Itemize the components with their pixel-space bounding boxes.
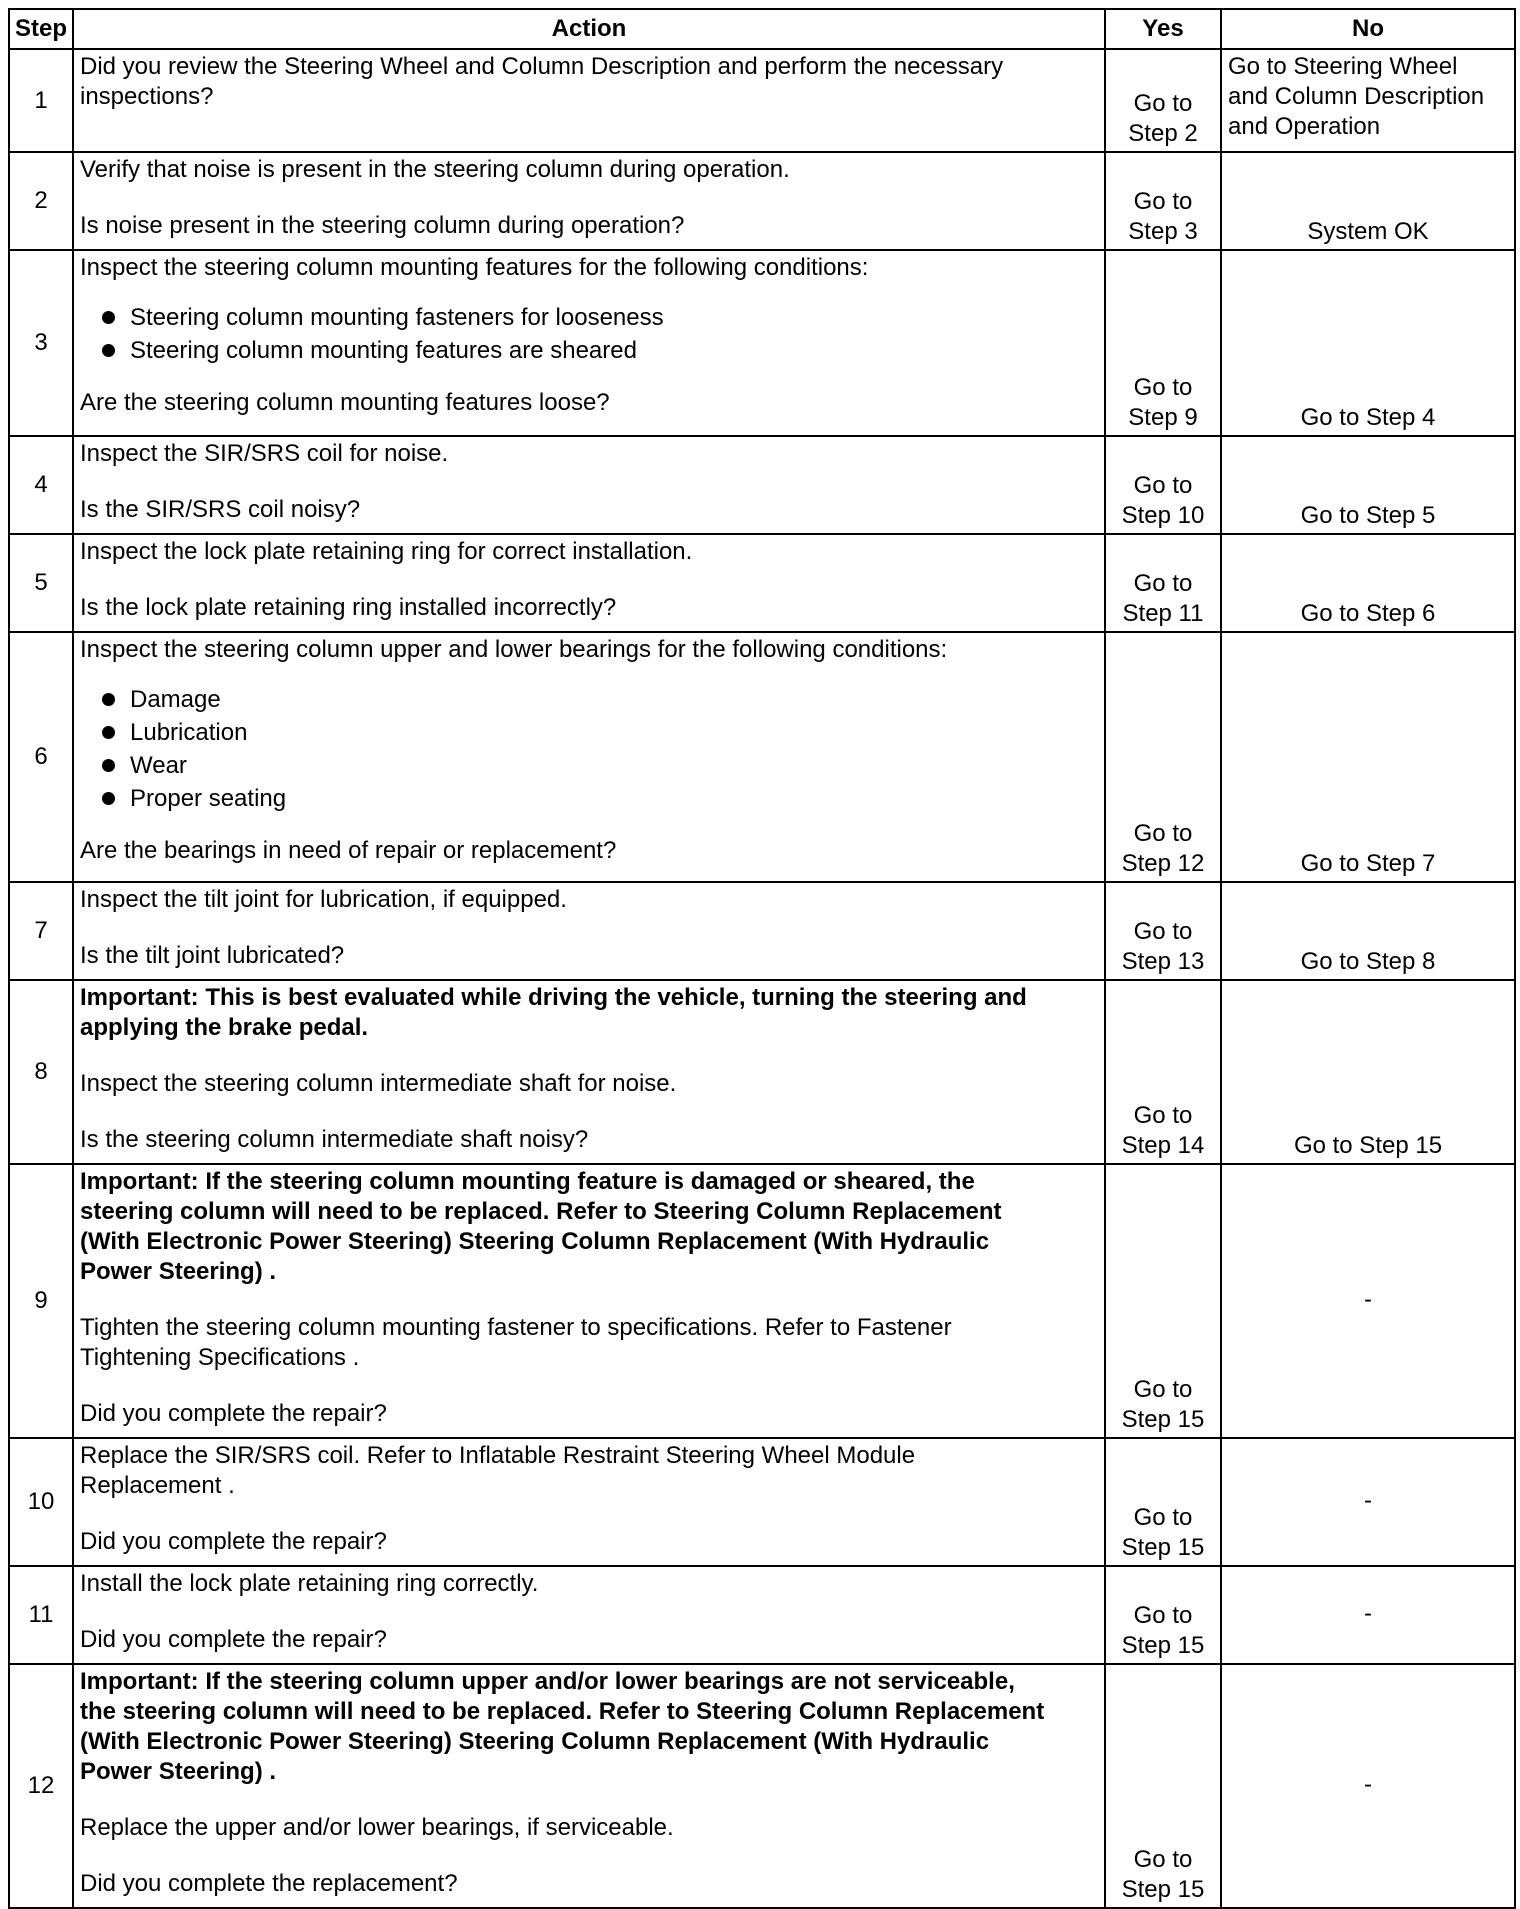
action-text: Verify that noise is present in the steering column during operation. <box>80 156 790 183</box>
yes-text: Step 3 <box>1128 218 1198 245</box>
action-cell <box>73 436 1105 534</box>
yes-column-header: Yes <box>1105 9 1221 49</box>
yes-text: Go to <box>1133 1602 1193 1629</box>
action-text: Tighten the steering column mounting fastener to specifications. Refer to Fastener <box>80 1314 952 1341</box>
no-cell <box>1221 980 1515 1164</box>
action-cell <box>73 632 1105 882</box>
important-note: applying the brake pedal. <box>80 1014 369 1041</box>
yes-text: Step 15 <box>1121 1632 1205 1659</box>
action-column-header: Action <box>73 9 1105 49</box>
no-cell <box>1221 436 1515 534</box>
bullet-icon <box>102 759 115 772</box>
table-row-step-10 <box>9 1438 1515 1566</box>
action-cell <box>73 152 1105 250</box>
action-cell <box>73 980 1105 1164</box>
important-note: the steering column will need to be replaced. Refer to Steering Column Replacement <box>80 1698 1045 1725</box>
action-question: Are the steering column mounting features loose? <box>80 389 610 416</box>
yes-cell <box>1105 632 1221 882</box>
action-question: Are the bearings in need of repair or replacement? <box>80 837 617 864</box>
no-text: - <box>1364 1487 1372 1514</box>
no-text: - <box>1364 1286 1372 1313</box>
list-item: Damage <box>98 683 1098 716</box>
no-text: and Operation <box>1228 113 1381 140</box>
bullet-icon <box>102 311 115 324</box>
step-column-header: Step <box>9 9 73 49</box>
table-row-step-8 <box>9 980 1515 1164</box>
action-text: Inspect the lock plate retaining ring for correct installation. <box>80 538 693 565</box>
table-row-step-12 <box>9 1664 1515 1908</box>
no-text: Go to Step 4 <box>1300 404 1436 431</box>
step-number: 9 <box>9 1164 73 1438</box>
no-cell <box>1221 1566 1515 1664</box>
yes-text: Go to <box>1133 820 1193 847</box>
yes-text: Go to <box>1133 1504 1193 1531</box>
action-text: Inspect the steering column mounting features for the following conditions: <box>80 254 869 281</box>
important-note: (With Electronic Power Steering) Steering Column Replacement (With Hydraulic <box>80 1228 990 1255</box>
action-text: Inspect the steering column intermediate shaft for noise. <box>80 1070 677 1097</box>
no-text: - <box>1364 1600 1372 1627</box>
action-text: Inspect the steering column upper and lower bearings for the following conditions: <box>80 636 948 663</box>
no-text: Go to Step 8 <box>1300 948 1436 975</box>
action-cell <box>73 250 1105 436</box>
important-note: Important: If the steering column mounting feature is damaged or sheared, the <box>80 1168 975 1195</box>
yes-cell <box>1105 1664 1221 1908</box>
table-row-step-2 <box>9 152 1515 250</box>
action-question: Did you complete the repair? <box>80 1528 387 1555</box>
yes-text: Go to <box>1133 472 1193 499</box>
yes-text: Step 11 <box>1122 600 1204 627</box>
action-text: Install the lock plate retaining ring correctly. <box>80 1570 539 1597</box>
action-question: Did you complete the repair? <box>80 1626 387 1653</box>
yes-text: Go to <box>1133 570 1193 597</box>
yes-cell <box>1105 534 1221 632</box>
diagnostic-table-sheet <box>8 8 1514 1909</box>
no-text: - <box>1364 1771 1372 1798</box>
yes-text: Step 9 <box>1128 404 1198 431</box>
action-question: Did you complete the repair? <box>80 1400 387 1427</box>
yes-cell <box>1105 1164 1221 1438</box>
no-cell <box>1221 152 1515 250</box>
bullet-icon <box>102 726 115 739</box>
action-text: Tightening Specifications . <box>80 1344 360 1371</box>
step-number: 10 <box>9 1438 73 1566</box>
action-text: inspections? <box>80 83 214 110</box>
step-number: 1 <box>9 49 73 152</box>
yes-text: Go to <box>1133 90 1193 117</box>
action-question: Is the SIR/SRS coil noisy? <box>80 496 361 523</box>
table-row-step-4 <box>9 436 1515 534</box>
no-cell <box>1221 1438 1515 1566</box>
important-note: Power Steering) . <box>80 1258 277 1285</box>
action-text: Did you review the Steering Wheel and Column Description and perform the necessary <box>80 53 1004 80</box>
step-number: 3 <box>9 250 73 436</box>
condition-list <box>80 301 1098 367</box>
action-question: Is the tilt joint lubricated? <box>80 942 345 969</box>
list-item: Steering column mounting features are sheared <box>98 334 1098 367</box>
list-item: Proper seating <box>98 782 1098 815</box>
yes-text: Step 15 <box>1121 1534 1205 1561</box>
table-row-step-3 <box>9 250 1515 436</box>
important-note: steering column will need to be replaced. Refer to Steering Column Replacement <box>80 1198 1002 1225</box>
action-cell <box>73 1566 1105 1664</box>
yes-text: Go to <box>1133 918 1193 945</box>
no-text: Go to Steering Wheel <box>1228 53 1458 80</box>
no-column-header: No <box>1221 9 1515 49</box>
diagnostic-table <box>8 8 1516 1909</box>
table-row-step-11 <box>9 1566 1515 1664</box>
no-cell <box>1221 534 1515 632</box>
condition-list <box>80 683 1098 815</box>
step-number: 11 <box>9 1566 73 1664</box>
step-number: 12 <box>9 1664 73 1908</box>
yes-text: Go to <box>1133 188 1193 215</box>
action-text: Replacement . <box>80 1472 235 1499</box>
step-number: 4 <box>9 436 73 534</box>
important-note: Important: This is best evaluated while driving the vehicle, turning the steering and <box>80 984 1027 1011</box>
action-cell <box>73 534 1105 632</box>
yes-cell <box>1105 980 1221 1164</box>
yes-text: Step 15 <box>1121 1876 1205 1903</box>
yes-cell <box>1105 250 1221 436</box>
table-row-step-5 <box>9 534 1515 632</box>
no-text: Go to Step 5 <box>1300 502 1436 529</box>
action-text: Replace the upper and/or lower bearings, if serviceable. <box>80 1814 674 1841</box>
yes-text: Step 14 <box>1121 1132 1205 1159</box>
yes-cell <box>1105 152 1221 250</box>
no-cell <box>1221 49 1515 152</box>
bullet-icon <box>102 693 115 706</box>
list-item: Wear <box>98 749 1098 782</box>
action-text: Replace the SIR/SRS coil. Refer to Inflatable Restraint Steering Wheel Module <box>80 1442 916 1469</box>
yes-cell <box>1105 882 1221 980</box>
no-cell <box>1221 882 1515 980</box>
step-number: 2 <box>9 152 73 250</box>
action-question: Did you complete the replacement? <box>80 1870 458 1897</box>
important-note: Important: If the steering column upper and/or lower bearings are not serviceable, <box>80 1668 1015 1695</box>
yes-cell <box>1105 436 1221 534</box>
action-cell <box>73 49 1105 152</box>
no-cell <box>1221 1164 1515 1438</box>
action-cell <box>73 882 1105 980</box>
yes-text: Step 13 <box>1121 948 1205 975</box>
table-row-step-1 <box>9 49 1515 152</box>
yes-text: Go to <box>1133 1376 1193 1403</box>
action-text: Inspect the tilt joint for lubrication, if equipped. <box>80 886 567 913</box>
list-item: Steering column mounting fasteners for looseness <box>98 301 1098 334</box>
table-row-step-6 <box>9 632 1515 882</box>
no-cell <box>1221 632 1515 882</box>
yes-text: Go to <box>1133 1846 1193 1873</box>
step-number: 6 <box>9 632 73 882</box>
yes-cell <box>1105 1438 1221 1566</box>
no-text: Go to Step 6 <box>1300 600 1436 627</box>
yes-cell <box>1105 49 1221 152</box>
yes-text: Step 15 <box>1121 1406 1205 1433</box>
table-row-step-9 <box>9 1164 1515 1438</box>
yes-text: Go to <box>1133 374 1193 401</box>
no-text: and Column Description <box>1228 83 1485 110</box>
table-row-step-7 <box>9 882 1515 980</box>
no-text: Go to Step 15 <box>1293 1132 1443 1159</box>
yes-text: Step 12 <box>1121 850 1205 877</box>
table-header-row <box>9 9 1515 49</box>
important-note: Power Steering) . <box>80 1758 277 1785</box>
action-text: Inspect the SIR/SRS coil for noise. <box>80 440 449 467</box>
action-question: Is noise present in the steering column during operation? <box>80 212 685 239</box>
step-number: 7 <box>9 882 73 980</box>
important-note: (With Electronic Power Steering) Steering Column Replacement (With Hydraulic <box>80 1728 990 1755</box>
yes-text: Go to <box>1133 1102 1193 1129</box>
yes-text: Step 10 <box>1121 502 1205 529</box>
bullet-icon <box>102 792 115 805</box>
action-question: Is the lock plate retaining ring installed incorrectly? <box>80 594 617 621</box>
no-cell <box>1221 250 1515 436</box>
no-text: System OK <box>1307 218 1429 245</box>
action-cell <box>73 1664 1105 1908</box>
list-item: Lubrication <box>98 716 1098 749</box>
bullet-icon <box>102 344 115 357</box>
yes-cell <box>1105 1566 1221 1664</box>
no-cell <box>1221 1664 1515 1908</box>
yes-text: Step 2 <box>1128 120 1198 147</box>
action-question: Is the steering column intermediate shaft noisy? <box>80 1126 589 1153</box>
action-cell <box>73 1164 1105 1438</box>
action-cell <box>73 1438 1105 1566</box>
no-text: Go to Step 7 <box>1300 850 1436 877</box>
step-number: 5 <box>9 534 73 632</box>
step-number: 8 <box>9 980 73 1164</box>
